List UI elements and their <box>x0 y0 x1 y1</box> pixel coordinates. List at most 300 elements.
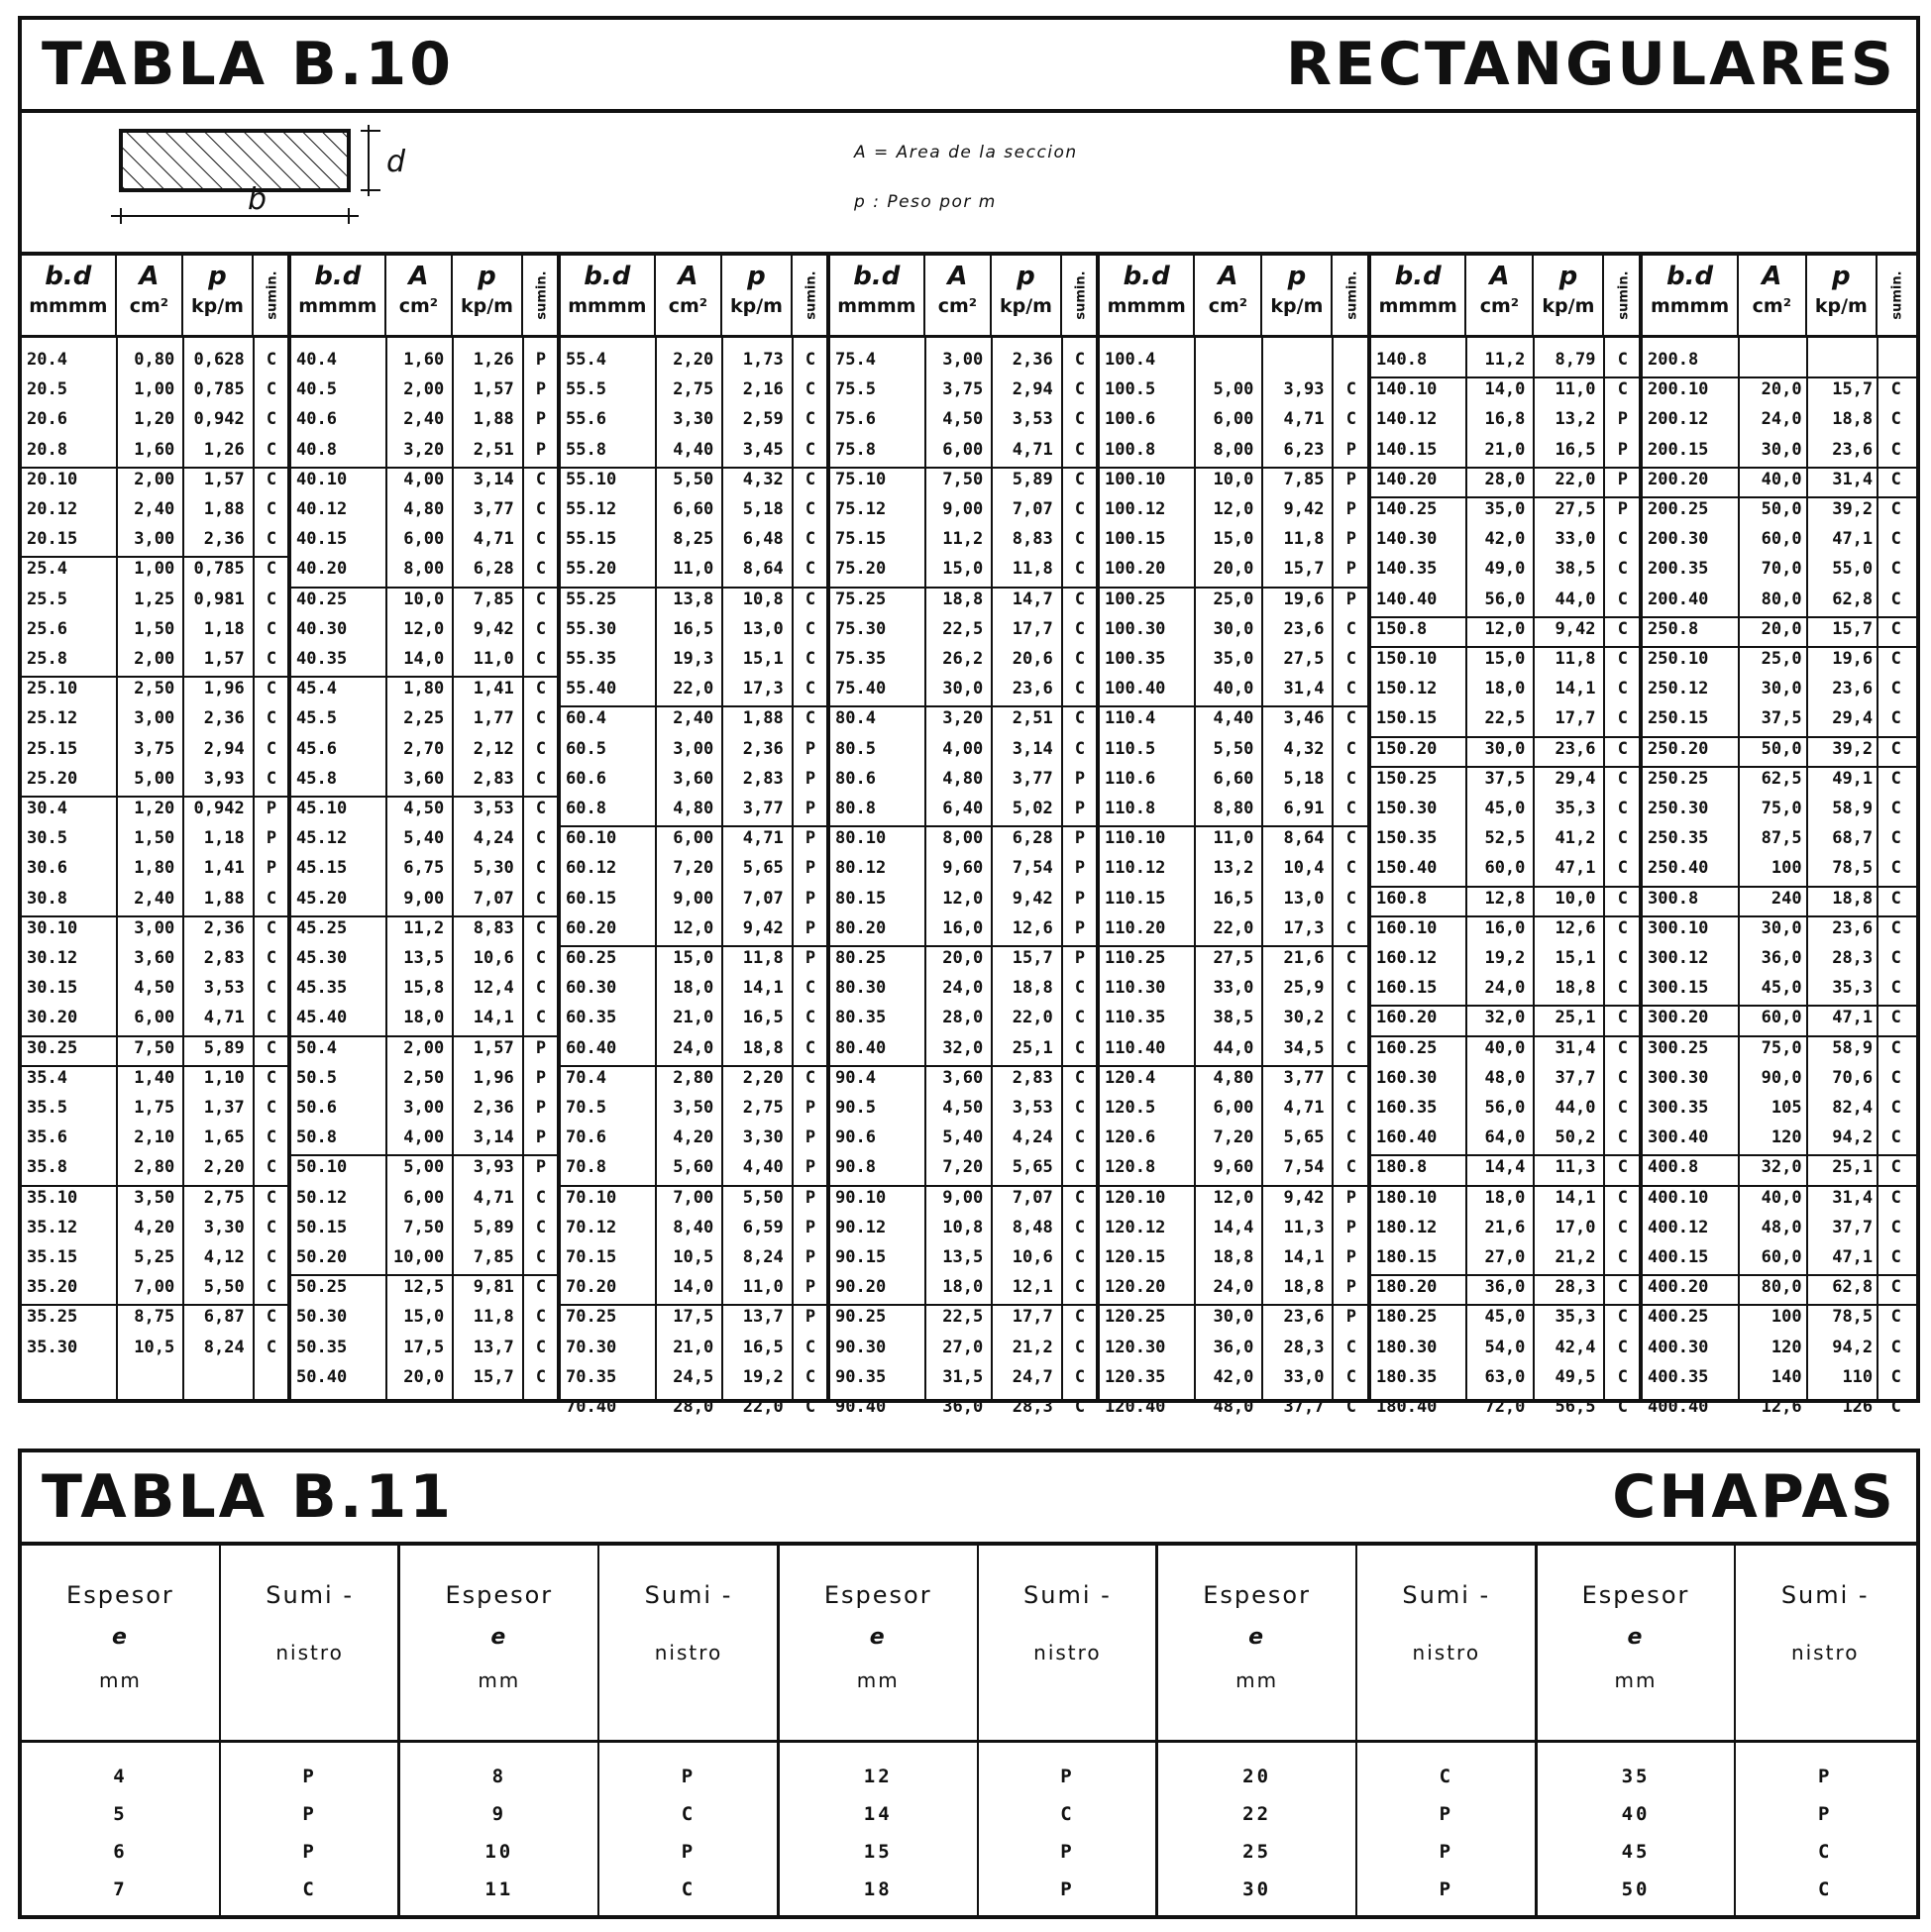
table-row <box>291 1125 557 1152</box>
cell-weight: 11,8 <box>1012 559 1053 580</box>
cell-area: 1,80 <box>403 679 445 699</box>
cell-area: 120 <box>1770 1127 1802 1148</box>
cell-bd: 30.5 <box>27 828 67 849</box>
table-row <box>1643 616 1916 644</box>
cell-area: 8,80 <box>1213 799 1254 818</box>
cell-weight: 28,3 <box>1555 1277 1596 1298</box>
cell-supply: P <box>535 409 547 430</box>
cell-supply: P <box>1345 469 1356 489</box>
cell-area: 30,0 <box>1761 917 1802 938</box>
cell-weight: 8,64 <box>742 559 784 580</box>
cell-bd: 55.40 <box>566 679 617 699</box>
table-row <box>1100 376 1367 404</box>
col-header-area <box>1466 256 1534 335</box>
cell-area: 6,00 <box>942 439 984 460</box>
cell-area: 28,0 <box>942 1008 984 1028</box>
table-row <box>1100 496 1367 524</box>
table-row <box>1100 825 1367 853</box>
cell-supply: C <box>1890 409 1901 430</box>
cell-bd: 150.20 <box>1376 738 1438 759</box>
cell-bd: 50.20 <box>296 1247 348 1267</box>
cell-bd: 45.25 <box>296 917 348 938</box>
cell-area: 6,00 <box>403 529 445 550</box>
supply-header-cont: nistro <box>1790 1641 1860 1664</box>
cell-supply: P <box>805 799 816 818</box>
table-row <box>1100 1005 1367 1032</box>
cell-area: 140 <box>1770 1366 1802 1387</box>
cell-area: 1,40 <box>134 1067 175 1088</box>
col-header-weight <box>1262 256 1333 335</box>
table-row <box>1371 676 1639 703</box>
table-row <box>561 1364 826 1392</box>
cell-bd: 70.40 <box>566 1397 617 1417</box>
cell-weight: 2,36 <box>1012 350 1053 370</box>
table-row <box>561 855 826 883</box>
cell-supply: C <box>535 649 547 669</box>
cell-weight: 9,42 <box>1283 1187 1325 1208</box>
cell-area: 36,0 <box>1213 1337 1254 1357</box>
cell-area: 16,0 <box>942 917 984 938</box>
cell-bd: 140.10 <box>1376 379 1438 400</box>
cell-supply: C <box>1890 379 1901 400</box>
cell-bd: 40.25 <box>296 589 348 609</box>
cell-area: 3,00 <box>134 708 175 729</box>
table-row <box>291 587 557 614</box>
cell-weight: 14,1 <box>1283 1247 1325 1267</box>
table-row <box>561 376 826 404</box>
cell-weight: 31,4 <box>1555 1037 1596 1058</box>
col-header-weight-symbol: p <box>1558 262 1578 291</box>
cell-area: 50,0 <box>1761 738 1802 759</box>
table-row <box>561 915 826 943</box>
cell-bd: 20.6 <box>27 409 67 430</box>
cell-area: 20,0 <box>403 1366 445 1387</box>
cell-supply: C <box>266 499 277 519</box>
cell-bd: 45.15 <box>296 858 348 879</box>
cell-supply: C <box>1617 589 1628 609</box>
cell-supply: C <box>1617 1307 1628 1328</box>
cell-supply: C <box>805 379 816 400</box>
cell-weight: 12,6 <box>1555 917 1596 938</box>
col-header-area-unit: cm² <box>129 295 169 317</box>
cell-weight: 15,7 <box>1832 618 1874 639</box>
table-row <box>1371 646 1639 674</box>
cell-area: 3,00 <box>134 529 175 550</box>
cell-bd: 30.8 <box>27 888 67 909</box>
cell-supply: C <box>1890 828 1901 849</box>
cell-supply: C <box>1345 1127 1356 1148</box>
cell-supply: C <box>1890 1098 1901 1118</box>
table-row <box>291 915 557 943</box>
cell-area: 18,0 <box>1484 1187 1526 1208</box>
table-row <box>1643 796 1916 823</box>
cell-area: 4,50 <box>942 409 984 430</box>
cell-weight: 3,14 <box>1012 738 1053 759</box>
cell-bd: 140.35 <box>1376 559 1438 580</box>
cell-area: 4,80 <box>942 768 984 789</box>
cell-supply: C <box>1890 589 1901 609</box>
cell-bd: 40.6 <box>296 409 337 430</box>
cell-bd: 55.15 <box>566 529 617 550</box>
table-b10-code: TABLA B.10 <box>42 30 455 99</box>
table-row <box>1100 705 1367 733</box>
table-row <box>1100 1125 1367 1152</box>
cell-weight: 37,7 <box>1555 1067 1596 1088</box>
table-row <box>830 1005 1096 1032</box>
cell-weight: 3,14 <box>473 1127 514 1148</box>
cell-supply: C <box>535 618 547 639</box>
table-row <box>291 467 557 494</box>
cell-area: 37,5 <box>1484 768 1526 789</box>
cell-weight: 3,77 <box>1012 768 1053 789</box>
cell-supply: C <box>1074 738 1086 759</box>
cell-supply: C <box>1074 1307 1086 1328</box>
cell-area: 30,0 <box>942 679 984 699</box>
table-row <box>561 556 826 584</box>
cell-area: 31,5 <box>942 1366 984 1387</box>
cell-area: 26,2 <box>942 649 984 669</box>
table-row <box>561 975 826 1003</box>
supply-value: C <box>1060 1803 1075 1825</box>
cell-area: 14,0 <box>403 649 445 669</box>
table-row <box>561 616 826 644</box>
table-row <box>561 406 826 434</box>
cell-weight: 10,8 <box>742 589 784 609</box>
thickness-symbol: e <box>1627 1625 1645 1650</box>
cell-bd: 200.10 <box>1648 379 1709 400</box>
thickness-value: 20 <box>1242 1766 1272 1787</box>
cell-bd: 140.25 <box>1376 499 1438 519</box>
thickness-header: Espesor <box>66 1581 174 1609</box>
cell-supply: C <box>1074 1337 1086 1357</box>
table-row <box>561 766 826 794</box>
cell-weight: 18,8 <box>1555 978 1596 999</box>
cell-supply: P <box>1074 828 1086 849</box>
col-header-bd-unit: mmmm <box>29 295 108 317</box>
cell-bd: 45.4 <box>296 679 337 699</box>
cell-weight: 28,3 <box>1283 1337 1325 1357</box>
cell-weight: 2,20 <box>742 1067 784 1088</box>
cell-bd: 200.20 <box>1648 469 1709 489</box>
cell-supply: P <box>535 1037 547 1058</box>
cell-supply: C <box>1890 768 1901 789</box>
cell-bd: 300.20 <box>1648 1008 1709 1028</box>
table-row <box>561 676 826 703</box>
cell-bd: 400.15 <box>1648 1247 1709 1267</box>
thickness-value: 9 <box>491 1803 507 1825</box>
cell-supply: P <box>1074 948 1086 968</box>
table-row <box>22 975 287 1003</box>
cell-supply: C <box>1074 409 1086 430</box>
cell-area: 75,0 <box>1761 799 1802 818</box>
table-row <box>1371 796 1639 823</box>
cell-weight: 7,54 <box>1012 858 1053 879</box>
chapas-header-line <box>780 1546 1155 1743</box>
table-row <box>1100 406 1367 434</box>
table-row <box>291 1154 557 1182</box>
cell-weight: 9,42 <box>473 618 514 639</box>
cell-supply: P <box>805 1098 816 1118</box>
thickness-value: 7 <box>113 1878 128 1900</box>
cell-supply: C <box>1074 1037 1086 1058</box>
cell-bd: 300.30 <box>1648 1067 1709 1088</box>
cell-weight: 17,3 <box>742 679 784 699</box>
cell-area: 40,0 <box>1484 1037 1526 1058</box>
cell-supply: C <box>1074 589 1086 609</box>
cell-bd: 110.8 <box>1105 799 1156 818</box>
cell-bd: 55.12 <box>566 499 617 519</box>
supply-header: Sumi - <box>644 1581 733 1609</box>
chapas-group <box>780 1546 1158 1915</box>
cell-area: 2,40 <box>134 888 175 909</box>
cell-weight: 1,96 <box>203 679 245 699</box>
cell-supply: C <box>266 1247 277 1267</box>
table-row <box>1371 1335 1639 1362</box>
cell-supply: C <box>535 499 547 519</box>
cell-area: 5,50 <box>673 469 714 489</box>
table-row <box>22 736 287 764</box>
table-row <box>561 646 826 674</box>
cell-bd: 75.8 <box>835 439 876 460</box>
table-row <box>830 1244 1096 1272</box>
chapas-group <box>400 1546 779 1915</box>
cell-area: 37,5 <box>1761 708 1802 729</box>
cell-weight: 14,1 <box>473 1008 514 1028</box>
col-header-supply <box>523 256 561 335</box>
table-row <box>22 556 287 584</box>
cell-weight: 23,6 <box>1283 618 1325 639</box>
cell-bd: 110.35 <box>1105 1008 1166 1028</box>
cell-weight: 23,6 <box>1832 917 1874 938</box>
cell-supply: C <box>1345 948 1356 968</box>
cell-supply: C <box>805 978 816 999</box>
cell-weight: 7,54 <box>1283 1157 1325 1178</box>
table-row <box>561 1274 826 1302</box>
cell-weight: 8,83 <box>473 917 514 938</box>
cell-supply: P <box>805 1127 816 1148</box>
cell-bd: 50.30 <box>296 1307 348 1328</box>
cell-supply: C <box>1074 379 1086 400</box>
col-header-supply <box>1333 256 1371 335</box>
cell-bd: 120.15 <box>1105 1247 1166 1267</box>
table-row <box>561 1215 826 1242</box>
cell-supply: C <box>1890 1067 1901 1088</box>
cell-area: 4,50 <box>942 1098 984 1118</box>
col-header-area-symbol: A <box>678 262 698 291</box>
cell-bd: 160.25 <box>1376 1037 1438 1058</box>
cell-bd: 90.20 <box>835 1277 887 1298</box>
group-header <box>1371 256 1639 338</box>
table-row <box>1643 496 1916 524</box>
thickness-symbol: e <box>869 1625 887 1650</box>
cell-bd: 100.8 <box>1105 439 1156 460</box>
cell-bd: 60.30 <box>566 978 617 999</box>
cell-area: 12,0 <box>1484 618 1526 639</box>
col-header-weight-unit: kp/m <box>1270 295 1324 317</box>
cell-bd: 50.8 <box>296 1127 337 1148</box>
cell-supply: C <box>266 618 277 639</box>
cell-bd: 75.30 <box>835 618 887 639</box>
cell-bd: 180.8 <box>1376 1157 1428 1178</box>
table-row <box>1100 467 1367 494</box>
table-row <box>830 587 1096 614</box>
cell-supply: C <box>266 409 277 430</box>
cell-area: 6,75 <box>403 858 445 879</box>
cell-area: 12,6 <box>1761 1397 1802 1417</box>
cell-weight: 16,5 <box>1555 439 1596 460</box>
table-row <box>291 1274 557 1302</box>
table-b11-code: TABLA B.11 <box>42 1462 455 1532</box>
cell-area: 40,0 <box>1761 1187 1802 1208</box>
cell-area: 3,00 <box>403 1098 445 1118</box>
cell-area: 7,20 <box>1213 1127 1254 1148</box>
cell-bd: 75.5 <box>835 379 876 400</box>
thickness-value: 30 <box>1242 1878 1272 1900</box>
cell-supply: C <box>1617 858 1628 879</box>
cell-weight: 6,48 <box>742 529 784 550</box>
table-row <box>561 945 826 973</box>
cell-area: 2,00 <box>403 1037 445 1058</box>
cell-area: 8,00 <box>1213 439 1254 460</box>
cell-supply: C <box>266 1307 277 1328</box>
col-header-weight <box>453 256 523 335</box>
cell-weight: 2,75 <box>203 1187 245 1208</box>
cell-area: 60,0 <box>1761 1008 1802 1028</box>
table-row <box>291 796 557 823</box>
cell-supply: C <box>1074 1098 1086 1118</box>
cell-area: 7,00 <box>673 1187 714 1208</box>
cell-bd: 20.12 <box>27 499 78 519</box>
table-row <box>1643 705 1916 733</box>
cell-weight: 19,6 <box>1832 649 1874 669</box>
table-row <box>1643 1394 1916 1422</box>
cell-weight: 34,5 <box>1283 1037 1325 1058</box>
table-row <box>1100 975 1367 1003</box>
cell-bd: 75.40 <box>835 679 887 699</box>
table-row <box>561 1394 826 1422</box>
table-row <box>1371 1185 1639 1213</box>
cell-supply: C <box>1617 1157 1628 1178</box>
cell-supply: P <box>535 379 547 400</box>
cell-weight: 39,2 <box>1832 499 1874 519</box>
table-row <box>1371 736 1639 764</box>
cell-bd: 120.5 <box>1105 1098 1156 1118</box>
cell-bd: 120.20 <box>1105 1277 1166 1298</box>
cell-bd: 300.10 <box>1648 917 1709 938</box>
cell-supply: C <box>805 559 816 580</box>
cell-supply: C <box>1890 618 1901 639</box>
cell-bd: 60.15 <box>566 888 617 909</box>
cell-bd: 300.25 <box>1648 1037 1709 1058</box>
cell-weight: 3,77 <box>1283 1067 1325 1088</box>
cell-bd: 90.6 <box>835 1127 876 1148</box>
cell-supply: P <box>535 1098 547 1118</box>
cell-weight: 14,1 <box>1555 679 1596 699</box>
cell-weight: 14,1 <box>1555 1187 1596 1208</box>
supply-header-cont: nistro <box>654 1641 723 1664</box>
table-row <box>1100 796 1367 823</box>
cell-supply: C <box>1074 439 1086 460</box>
col-header-weight-symbol: p <box>1832 262 1851 291</box>
cell-bd: 35.4 <box>27 1067 67 1088</box>
cell-area: 13,8 <box>673 589 714 609</box>
cell-weight: 2,36 <box>203 529 245 550</box>
table-row <box>22 855 287 883</box>
cell-area: 30,0 <box>1484 738 1526 759</box>
cell-area: 16,8 <box>1484 409 1526 430</box>
cell-weight: 11,3 <box>1555 1157 1596 1178</box>
thickness-value: 10 <box>484 1841 514 1863</box>
cell-bd: 80.25 <box>835 948 887 968</box>
cell-bd: 25.15 <box>27 738 78 759</box>
table-row <box>22 1035 287 1063</box>
cell-supply: C <box>1345 618 1356 639</box>
cell-bd: 80.10 <box>835 828 887 849</box>
cell-area: 35,0 <box>1213 649 1254 669</box>
cell-supply: C <box>1617 1187 1628 1208</box>
cell-area: 9,00 <box>673 888 714 909</box>
cell-area: 9,00 <box>403 888 445 909</box>
cell-supply: C <box>266 1217 277 1237</box>
table-row <box>561 437 826 465</box>
cell-supply: C <box>535 858 547 879</box>
cell-area: 5,00 <box>134 768 175 789</box>
cell-area: 1,75 <box>134 1098 175 1118</box>
cell-supply: P <box>1074 858 1086 879</box>
cell-supply: P <box>1345 499 1356 519</box>
cell-weight: 4,71 <box>203 1008 245 1028</box>
cell-bd: 35.5 <box>27 1098 67 1118</box>
table-row <box>1100 736 1367 764</box>
thickness-value: 11 <box>484 1878 514 1900</box>
supply-header-cont: nistro <box>275 1641 344 1664</box>
table-row <box>291 1364 557 1392</box>
col-header-area <box>925 256 992 335</box>
cell-area: 17,5 <box>403 1337 445 1357</box>
table-row <box>22 705 287 733</box>
supply-value: P <box>1060 1841 1075 1863</box>
cell-supply: C <box>1074 1247 1086 1267</box>
table-row <box>1643 1304 1916 1332</box>
table-row <box>1371 1304 1639 1332</box>
col-header-bd-symbol: b.d <box>45 262 92 291</box>
cell-area: 6,00 <box>673 828 714 849</box>
cell-bd: 70.30 <box>566 1337 617 1357</box>
table-row <box>1643 886 1916 913</box>
cell-area: 30,0 <box>1761 439 1802 460</box>
col-header-bd-unit: mmmm <box>1650 295 1730 317</box>
cell-weight: 5,18 <box>742 499 784 519</box>
cell-bd: 35.25 <box>27 1307 78 1328</box>
cell-supply: C <box>1345 1337 1356 1357</box>
cell-supply: C <box>535 1247 547 1267</box>
cell-weight: 0,981 <box>193 589 245 609</box>
cell-area: 2,00 <box>134 469 175 489</box>
cell-area: 7,50 <box>403 1217 445 1237</box>
table-row <box>1100 1065 1367 1093</box>
cell-area: 20,0 <box>942 948 984 968</box>
cell-weight: 10,6 <box>473 948 514 968</box>
cell-area: 4,20 <box>673 1127 714 1148</box>
cell-supply: C <box>535 768 547 789</box>
table-row <box>830 467 1096 494</box>
cell-area: 48,0 <box>1761 1217 1802 1237</box>
cell-bd: 100.10 <box>1105 469 1166 489</box>
table-row <box>1643 676 1916 703</box>
cell-supply: C <box>805 1008 816 1028</box>
table-row <box>1100 886 1367 913</box>
table-row <box>291 646 557 674</box>
